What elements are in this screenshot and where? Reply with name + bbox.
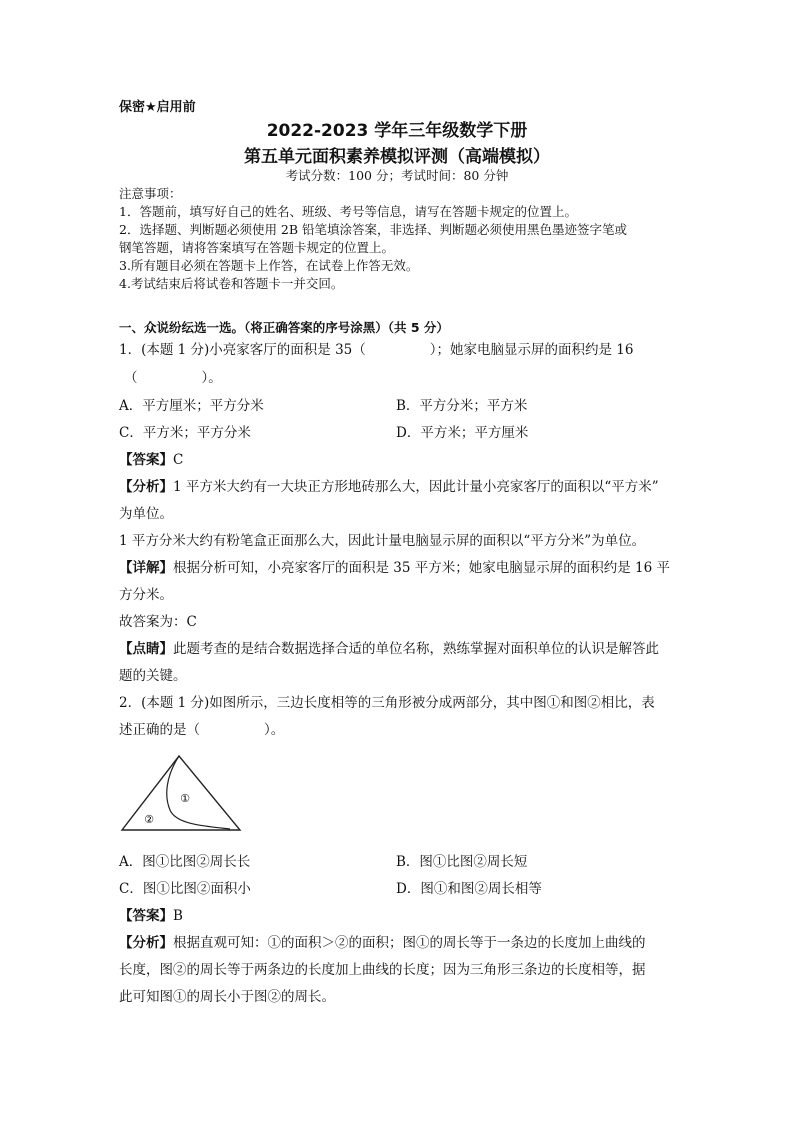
figure-label-1: ① (180, 792, 190, 805)
answer-tag: 【答案】 (119, 452, 173, 468)
q2-analysis-line2: 长度，图②的周长等于两条边的长度加上曲线的长度；因为三角形三条边的长度相等，据 (119, 962, 646, 978)
exam-title-line1: 2022-2023 学年三年级数学下册 (266, 121, 528, 141)
note-item: 4.考试结束后将试卷和答题卡一并交回。 (119, 276, 344, 291)
q1-stem-line1 (119, 338, 679, 358)
q2-stem-part: ）。 (264, 722, 285, 738)
analysis-text: 1 平方米大约有一大块正方形地砖那么大，因此计量小亮家客厅的面积以“平方米” (173, 479, 659, 495)
q1-option-d: D．平方米；平方厘米 (396, 425, 529, 441)
answer-tag: 【答案】 (119, 908, 173, 924)
q1-stem-part: （ (124, 370, 138, 386)
q2-stem-part: 述正确的是（ (119, 722, 200, 738)
section-heading: 一、众说纷纭选一选。（将正确答案的序号涂黑）（共 5 分） (119, 320, 449, 335)
q1-comment-line2: 题的关键。 (119, 668, 187, 684)
q1-stem-part: ）；她家电脑显示屏的面积约是 16 (429, 342, 634, 358)
q2-option-a: A．图①比图②周长长 (119, 854, 251, 870)
note-item: 1．答题前，填写好自己的姓名、班级、考号等信息，请写在答题卡规定的位置上。 (119, 204, 577, 219)
comment-tag: 【点睛】 (119, 641, 173, 657)
notes-heading: 注意事项： (119, 186, 182, 201)
comment-text: 此题考查的是结合数据选择合适的单位名称，熟练掌握对面积单位的认识是解答此 (173, 641, 659, 657)
q1-detail-line1 (119, 556, 679, 576)
q1-option-b: B．平方分米；平方米 (396, 398, 528, 414)
note-item: 2．选择题、判断题必须使用 2B 铅笔填涂答案，非选择、判断题必须使用黑色墨迹签字笔或 (119, 222, 628, 237)
q1-answer (119, 448, 679, 468)
q1-option-c: C．平方米；平方分米 (119, 425, 251, 441)
detail-text: 根据分析可知，小亮家客厅的面积是 35 平方米；她家电脑显示屏的面积约是 16 平 (173, 560, 671, 576)
q1-option-a: A．平方厘米；平方分米 (119, 398, 264, 414)
q1-stem-part: 1．(本题 1 分)小亮家客厅的面积是 35（ (119, 342, 366, 358)
q1-analysis-line3: 1 平方分米大约有粉笔盒正面那么大，因此计量电脑显示屏的面积以“平方分米”为单位。 (119, 533, 646, 549)
q1-stem-part: ）。 (201, 370, 222, 386)
q2-stem-line2 (119, 718, 679, 738)
q1-detail-line2: 方分米。 (119, 587, 173, 603)
q1-comment-line1 (119, 637, 679, 657)
q2-option-d: D．图①和图②周长相等 (396, 881, 542, 897)
analysis-tag: 【分析】 (119, 479, 173, 495)
figure-label-2: ② (144, 813, 154, 826)
exam-title-line2: 第五单元面积素养模拟评测（高端模拟） (244, 147, 550, 167)
q2-analysis-line3: 此可知图①的周长小于图②的周长。 (119, 989, 335, 1005)
answer-value: B (173, 908, 183, 924)
q1-analysis-line1 (119, 475, 679, 495)
q2-analysis-line1 (119, 931, 679, 951)
answer-value: C (173, 452, 184, 468)
analysis-tag: 【分析】 (119, 935, 173, 951)
q1-analysis-line2: 为单位。 (119, 506, 173, 522)
detail-tag: 【详解】 (119, 560, 173, 576)
confidential-label: 保密★启用前 (119, 100, 196, 115)
q1-stem-line2 (124, 366, 684, 386)
analysis-text: 根据直观可知：①的面积＞②的面积；图①的周长等于一条边的长度加上曲线的 (173, 935, 646, 951)
q2-answer (119, 904, 679, 924)
triangle-figure (118, 752, 248, 836)
q2-option-b: B．图①比图②周长短 (396, 854, 528, 870)
note-item: 3.所有题目必须在答题卡上作答，在试卷上作答无效。 (119, 258, 419, 273)
dividing-curve (167, 756, 230, 829)
exam-info: 考试分数：100 分；考试时间：80 分钟 (285, 168, 509, 183)
q2-stem-line1: 2．(本题 1 分)如图所示，三边长度相等的三角形被分成两部分，其中图①和图②相比，表 (119, 695, 655, 711)
q2-option-c: C．图①比图②面积小 (119, 881, 251, 897)
note-item: 钢笔答题，请将答案填写在答题卡规定的位置上。 (119, 240, 395, 255)
q1-final-answer: 故答案为：C (119, 614, 197, 630)
